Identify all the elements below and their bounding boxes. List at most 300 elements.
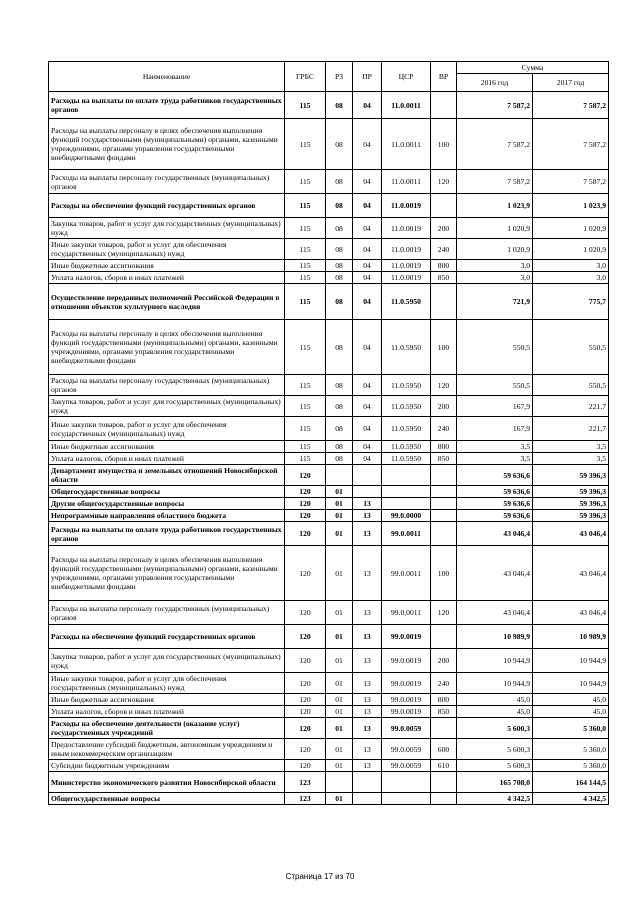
cell-grbs: 115: [285, 92, 326, 119]
cell-2017: 3,5: [533, 441, 609, 453]
cell-name: Иные бюджетные ассигнования: [49, 694, 285, 706]
cell-2017: 10 944,9: [533, 649, 609, 673]
cell-name: Общегосударственные вопросы: [49, 793, 285, 805]
cell-grbs: 120: [285, 694, 326, 706]
cell-csr: [382, 793, 431, 805]
cell-csr: 99.0.0059: [382, 739, 431, 760]
cell-vr: 240: [431, 239, 457, 260]
cell-vr: 240: [431, 417, 457, 441]
cell-grbs: 120: [285, 510, 326, 522]
cell-2017: 4 342,5: [533, 793, 609, 805]
cell-rz: 08: [326, 260, 353, 272]
cell-2016: 3,0: [457, 260, 533, 272]
cell-2016: 165 708,0: [457, 772, 533, 793]
cell-name: Иные закупки товаров, работ и услуг для обеспечения государственных (муниципальных) нужд: [49, 673, 285, 694]
cell-pr: 04: [353, 375, 382, 396]
cell-2017: 221,7: [533, 417, 609, 441]
cell-csr: 99.0.0019: [382, 694, 431, 706]
cell-pr: 04: [353, 320, 382, 375]
header-name: Наименование: [49, 62, 285, 92]
table-row: [49, 453, 609, 465]
cell-2016: 10 944,9: [457, 649, 533, 673]
cell-csr: 11.0.0019: [382, 218, 431, 239]
cell-name: Расходы на выплаты персоналу в целях обеспечения выполнения функций государственными (муниципальными) органами, казенными учреждениями, органами управления государственными внебюджетными фондами: [49, 546, 285, 601]
cell-csr: 99.0.0011: [382, 522, 431, 546]
cell-csr: 99.0.0019: [382, 625, 431, 649]
cell-vr: 200: [431, 396, 457, 417]
table-row: [49, 772, 609, 793]
header-2016: 2016 год: [457, 74, 533, 92]
cell-2016: 3,5: [457, 453, 533, 465]
cell-rz: 01: [326, 601, 353, 625]
cell-name: Уплата налогов, сборов и иных платежей: [49, 453, 285, 465]
cell-grbs: 123: [285, 793, 326, 805]
cell-2017: 45,0: [533, 694, 609, 706]
cell-pr: 04: [353, 417, 382, 441]
table-row: [49, 625, 609, 649]
cell-name: Иные закупки товаров, работ и услуг для обеспечения государственных (муниципальных) нужд: [49, 417, 285, 441]
cell-pr: 13: [353, 760, 382, 772]
cell-rz: 01: [326, 625, 353, 649]
cell-2017: 1 020,9: [533, 218, 609, 239]
cell-grbs: 115: [285, 239, 326, 260]
header-csr: ЦСР: [382, 62, 431, 92]
cell-rz: 01: [326, 510, 353, 522]
cell-pr: 04: [353, 272, 382, 284]
cell-pr: 13: [353, 625, 382, 649]
cell-rz: 08: [326, 375, 353, 396]
cell-pr: 04: [353, 260, 382, 272]
cell-csr: 11.0.5950: [382, 320, 431, 375]
cell-vr: [431, 522, 457, 546]
cell-pr: 04: [353, 453, 382, 465]
cell-rz: 01: [326, 673, 353, 694]
cell-csr: 99.0.0000: [382, 510, 431, 522]
table-row: [49, 706, 609, 718]
table-row: [49, 320, 609, 375]
cell-grbs: 115: [285, 320, 326, 375]
cell-2016: 5 600,3: [457, 760, 533, 772]
table-row: [49, 546, 609, 601]
cell-csr: 99.0.0019: [382, 649, 431, 673]
cell-grbs: 120: [285, 601, 326, 625]
cell-pr: 13: [353, 694, 382, 706]
header-rz: РЗ: [326, 62, 353, 92]
cell-name: Другие общегосударственные вопросы: [49, 498, 285, 510]
cell-rz: 08: [326, 92, 353, 119]
cell-name: Закупка товаров, работ и услуг для государственных (муниципальных) нужд: [49, 396, 285, 417]
cell-name: Закупка товаров, работ и услуг для государственных (муниципальных) нужд: [49, 649, 285, 673]
table-row: [49, 601, 609, 625]
cell-csr: 11.0.5950: [382, 417, 431, 441]
cell-rz: 01: [326, 486, 353, 498]
cell-grbs: 115: [285, 170, 326, 194]
cell-csr: 11.0.0019: [382, 194, 431, 218]
cell-2017: 43 046,4: [533, 546, 609, 601]
cell-csr: 99.0.0011: [382, 546, 431, 601]
table-body: [49, 92, 609, 805]
cell-pr: 04: [353, 218, 382, 239]
cell-name: Предоставление субсидий бюджетным, автономным учреждениям и иным некоммерческим организациям: [49, 739, 285, 760]
cell-rz: 01: [326, 706, 353, 718]
cell-vr: 600: [431, 739, 457, 760]
cell-rz: 08: [326, 272, 353, 284]
cell-vr: 800: [431, 260, 457, 272]
cell-pr: 13: [353, 706, 382, 718]
header-2017: 2017 год: [533, 74, 609, 92]
cell-csr: 99.0.0011: [382, 601, 431, 625]
cell-2017: 7 587,2: [533, 119, 609, 170]
cell-2016: 45,0: [457, 694, 533, 706]
cell-2016: 10 944,9: [457, 673, 533, 694]
cell-grbs: 120: [285, 673, 326, 694]
cell-rz: 08: [326, 417, 353, 441]
cell-pr: 13: [353, 673, 382, 694]
cell-name: Расходы на обеспечение деятельности (оказание услуг) государственных учреждений: [49, 718, 285, 739]
cell-grbs: 115: [285, 396, 326, 417]
table-row: [49, 673, 609, 694]
cell-2016: 721,9: [457, 284, 533, 320]
cell-name: Непрограммные направления областного бюджета: [49, 510, 285, 522]
cell-vr: 850: [431, 706, 457, 718]
table-row: [49, 441, 609, 453]
cell-pr: 04: [353, 92, 382, 119]
cell-pr: 04: [353, 194, 382, 218]
cell-rz: 01: [326, 718, 353, 739]
cell-grbs: 115: [285, 453, 326, 465]
cell-rz: 01: [326, 739, 353, 760]
table-row: [49, 522, 609, 546]
cell-name: Расходы на выплаты персоналу государственных (муниципальных) органов: [49, 170, 285, 194]
cell-rz: 08: [326, 284, 353, 320]
table-row: [49, 417, 609, 441]
cell-csr: 11.0.0011: [382, 119, 431, 170]
table-row: [49, 498, 609, 510]
cell-2016: 59 636,6: [457, 510, 533, 522]
cell-grbs: 120: [285, 546, 326, 601]
cell-name: Иные бюджетные ассигнования: [49, 260, 285, 272]
cell-pr: 13: [353, 649, 382, 673]
page-footer: Страница 17 из 70: [285, 872, 355, 881]
cell-2016: 3,5: [457, 441, 533, 453]
cell-grbs: 115: [285, 194, 326, 218]
table-row: [49, 284, 609, 320]
cell-pr: [353, 793, 382, 805]
cell-2017: 59 396,3: [533, 486, 609, 498]
cell-2017: 1 020,9: [533, 239, 609, 260]
cell-vr: [431, 284, 457, 320]
cell-vr: [431, 625, 457, 649]
table-row: [49, 239, 609, 260]
cell-2016: 550,5: [457, 375, 533, 396]
cell-pr: 04: [353, 396, 382, 417]
cell-name: Уплата налогов, сборов и иных платежей: [49, 272, 285, 284]
cell-csr: 99.0.0019: [382, 706, 431, 718]
cell-name: Департамент имущества и земельных отношений Новосибирской области: [49, 465, 285, 486]
cell-rz: 08: [326, 239, 353, 260]
cell-2017: 7 587,2: [533, 92, 609, 119]
cell-2016: 167,9: [457, 396, 533, 417]
cell-vr: 100: [431, 546, 457, 601]
cell-grbs: 115: [285, 441, 326, 453]
cell-csr: 11.0.0019: [382, 239, 431, 260]
cell-grbs: 120: [285, 706, 326, 718]
cell-2016: 4 342,5: [457, 793, 533, 805]
cell-grbs: 120: [285, 649, 326, 673]
table-row: [49, 396, 609, 417]
table-row: [49, 119, 609, 170]
cell-2017: 59 396,3: [533, 498, 609, 510]
cell-2017: 7 587,2: [533, 170, 609, 194]
cell-pr: 04: [353, 441, 382, 453]
cell-vr: [431, 510, 457, 522]
cell-grbs: 120: [285, 739, 326, 760]
cell-vr: [431, 793, 457, 805]
cell-csr: 11.0.5950: [382, 396, 431, 417]
cell-rz: 08: [326, 170, 353, 194]
cell-pr: 13: [353, 546, 382, 601]
cell-grbs: 120: [285, 498, 326, 510]
cell-rz: 08: [326, 194, 353, 218]
cell-2017: 43 046,4: [533, 601, 609, 625]
cell-2016: 7 587,2: [457, 119, 533, 170]
cell-name: Расходы на обеспечение функций государственных органов: [49, 194, 285, 218]
cell-pr: 13: [353, 498, 382, 510]
table-row: [49, 375, 609, 396]
table-row: [49, 510, 609, 522]
cell-pr: [353, 486, 382, 498]
cell-2017: 10 989,9: [533, 625, 609, 649]
cell-name: Уплата налогов, сборов и иных платежей: [49, 706, 285, 718]
cell-grbs: 115: [285, 417, 326, 441]
cell-vr: 200: [431, 649, 457, 673]
cell-2016: 10 989,9: [457, 625, 533, 649]
cell-2017: 59 396,3: [533, 465, 609, 486]
cell-2017: 3,0: [533, 260, 609, 272]
cell-rz: 01: [326, 694, 353, 706]
cell-2017: 3,0: [533, 272, 609, 284]
cell-grbs: 120: [285, 486, 326, 498]
cell-rz: 01: [326, 793, 353, 805]
cell-rz: 08: [326, 441, 353, 453]
cell-rz: 08: [326, 396, 353, 417]
cell-grbs: 120: [285, 465, 326, 486]
cell-vr: 120: [431, 170, 457, 194]
cell-2017: 43 046,4: [533, 522, 609, 546]
table-row: [49, 760, 609, 772]
cell-2016: 550,5: [457, 320, 533, 375]
cell-vr: 240: [431, 673, 457, 694]
cell-name: Расходы на выплаты по оплате труда работников государственных органов: [49, 92, 285, 119]
header-grbs: ГРБС: [285, 62, 326, 92]
cell-rz: 01: [326, 760, 353, 772]
cell-grbs: 120: [285, 625, 326, 649]
cell-rz: 01: [326, 522, 353, 546]
cell-csr: [382, 465, 431, 486]
cell-name: Иные бюджетные ассигнования: [49, 441, 285, 453]
cell-grbs: 120: [285, 522, 326, 546]
cell-2017: 5 360,0: [533, 739, 609, 760]
cell-2016: 167,9: [457, 417, 533, 441]
table-row: [49, 218, 609, 239]
cell-2017: 3,5: [533, 453, 609, 465]
cell-vr: [431, 92, 457, 119]
cell-grbs: 115: [285, 272, 326, 284]
cell-pr: 04: [353, 119, 382, 170]
cell-pr: [353, 465, 382, 486]
cell-vr: [431, 465, 457, 486]
cell-name: Иные закупки товаров, работ и услуг для обеспечения государственных (муниципальных) нужд: [49, 239, 285, 260]
cell-csr: 99.0.0059: [382, 760, 431, 772]
table-row: [49, 649, 609, 673]
cell-vr: 120: [431, 375, 457, 396]
table-row: [49, 272, 609, 284]
cell-vr: [431, 718, 457, 739]
cell-vr: 100: [431, 119, 457, 170]
cell-csr: 11.0.5950: [382, 284, 431, 320]
cell-2017: 550,5: [533, 375, 609, 396]
cell-2017: 59 396,3: [533, 510, 609, 522]
cell-name: Расходы на выплаты персоналу государственных (муниципальных) органов: [49, 375, 285, 396]
cell-vr: 200: [431, 218, 457, 239]
budget-table: [48, 61, 609, 805]
cell-2016: 5 600,3: [457, 739, 533, 760]
cell-2016: 43 046,4: [457, 546, 533, 601]
cell-grbs: 120: [285, 760, 326, 772]
cell-pr: 13: [353, 739, 382, 760]
cell-csr: [382, 486, 431, 498]
cell-rz: 08: [326, 320, 353, 375]
header-sum: Сумма: [457, 62, 609, 74]
cell-csr: 11.0.5950: [382, 453, 431, 465]
cell-vr: 800: [431, 441, 457, 453]
cell-pr: 13: [353, 718, 382, 739]
cell-grbs: 123: [285, 772, 326, 793]
cell-name: Закупка товаров, работ и услуг для государственных (муниципальных) нужд: [49, 218, 285, 239]
table-row: [49, 694, 609, 706]
header-pr: ПР: [353, 62, 382, 92]
cell-name: Расходы на выплаты персоналу в целях обеспечения выполнения функций государственными (муниципальными) органами, казенными учреждениями, органами управления государственными внебюджетными фондами: [49, 119, 285, 170]
cell-vr: 610: [431, 760, 457, 772]
cell-pr: 04: [353, 284, 382, 320]
table-row: [49, 260, 609, 272]
cell-vr: 800: [431, 694, 457, 706]
table-row: [49, 718, 609, 739]
cell-rz: [326, 465, 353, 486]
cell-2017: 10 944,9: [533, 673, 609, 694]
cell-csr: 11.0.0019: [382, 272, 431, 284]
cell-csr: 11.0.5950: [382, 441, 431, 453]
table-row: [49, 465, 609, 486]
cell-pr: 13: [353, 522, 382, 546]
cell-name: Расходы на выплаты по оплате труда работников государственных органов: [49, 522, 285, 546]
cell-rz: 08: [326, 218, 353, 239]
cell-grbs: 115: [285, 119, 326, 170]
cell-grbs: 115: [285, 260, 326, 272]
cell-name: Субсидии бюджетным учреждениям: [49, 760, 285, 772]
cell-csr: [382, 772, 431, 793]
cell-2016: 45,0: [457, 706, 533, 718]
cell-name: Общегосударственные вопросы: [49, 486, 285, 498]
cell-rz: 01: [326, 546, 353, 601]
cell-2016: 1 020,9: [457, 218, 533, 239]
cell-name: Расходы на выплаты персоналу в целях обеспечения выполнения функций государственными (муниципальными) органами, казенными учреждениями, органами управления государственными внебюджетными фондами: [49, 320, 285, 375]
header-vr: ВР: [431, 62, 457, 92]
cell-2017: 45,0: [533, 706, 609, 718]
cell-2017: 5 360,0: [533, 760, 609, 772]
cell-2017: 164 144,5: [533, 772, 609, 793]
cell-name: Расходы на выплаты персоналу государственных (муниципальных) органов: [49, 601, 285, 625]
cell-2016: 7 587,2: [457, 92, 533, 119]
table-row: [49, 92, 609, 119]
cell-csr: [382, 498, 431, 510]
cell-name: Расходы на обеспечение функций государственных органов: [49, 625, 285, 649]
cell-csr: 99.0.0019: [382, 673, 431, 694]
cell-name: Осуществление переданных полномочий Российской Федерации в отношении объектов культурного наследия: [49, 284, 285, 320]
cell-rz: 08: [326, 119, 353, 170]
cell-vr: [431, 194, 457, 218]
cell-grbs: 115: [285, 375, 326, 396]
cell-pr: 13: [353, 510, 382, 522]
cell-2016: 43 046,4: [457, 522, 533, 546]
table-row: [49, 739, 609, 760]
cell-2017: 221,7: [533, 396, 609, 417]
cell-rz: 01: [326, 498, 353, 510]
cell-vr: 120: [431, 601, 457, 625]
cell-2016: 1 023,9: [457, 194, 533, 218]
cell-csr: 11.0.0019: [382, 260, 431, 272]
cell-vr: 850: [431, 272, 457, 284]
table-row: [49, 170, 609, 194]
cell-2016: 59 636,6: [457, 465, 533, 486]
cell-2017: 775,7: [533, 284, 609, 320]
cell-csr: 99.0.0059: [382, 718, 431, 739]
cell-vr: 850: [431, 453, 457, 465]
cell-csr: 11.0.5950: [382, 375, 431, 396]
cell-pr: 04: [353, 170, 382, 194]
table-row: [49, 194, 609, 218]
cell-2016: 5 600,3: [457, 718, 533, 739]
cell-2017: 1 023,9: [533, 194, 609, 218]
cell-csr: 11.0.0011: [382, 92, 431, 119]
cell-2016: 43 046,4: [457, 601, 533, 625]
cell-pr: 13: [353, 601, 382, 625]
cell-2017: 550,5: [533, 320, 609, 375]
cell-rz: 01: [326, 649, 353, 673]
cell-grbs: 115: [285, 218, 326, 239]
cell-2016: 7 587,2: [457, 170, 533, 194]
cell-2017: 5 360,0: [533, 718, 609, 739]
cell-2016: 59 636,6: [457, 486, 533, 498]
cell-grbs: 120: [285, 718, 326, 739]
cell-name: Министерство экономического развития Новосибирской области: [49, 772, 285, 793]
cell-2016: 3,0: [457, 272, 533, 284]
cell-vr: [431, 772, 457, 793]
table-row: [49, 486, 609, 498]
cell-2016: 59 636,6: [457, 498, 533, 510]
cell-vr: [431, 498, 457, 510]
cell-vr: 100: [431, 320, 457, 375]
cell-pr: [353, 772, 382, 793]
cell-grbs: 115: [285, 284, 326, 320]
cell-rz: [326, 772, 353, 793]
cell-csr: 11.0.0011: [382, 170, 431, 194]
table-row: [49, 793, 609, 805]
cell-vr: [431, 486, 457, 498]
cell-2016: 1 020,9: [457, 239, 533, 260]
cell-pr: 04: [353, 239, 382, 260]
cell-rz: 08: [326, 453, 353, 465]
